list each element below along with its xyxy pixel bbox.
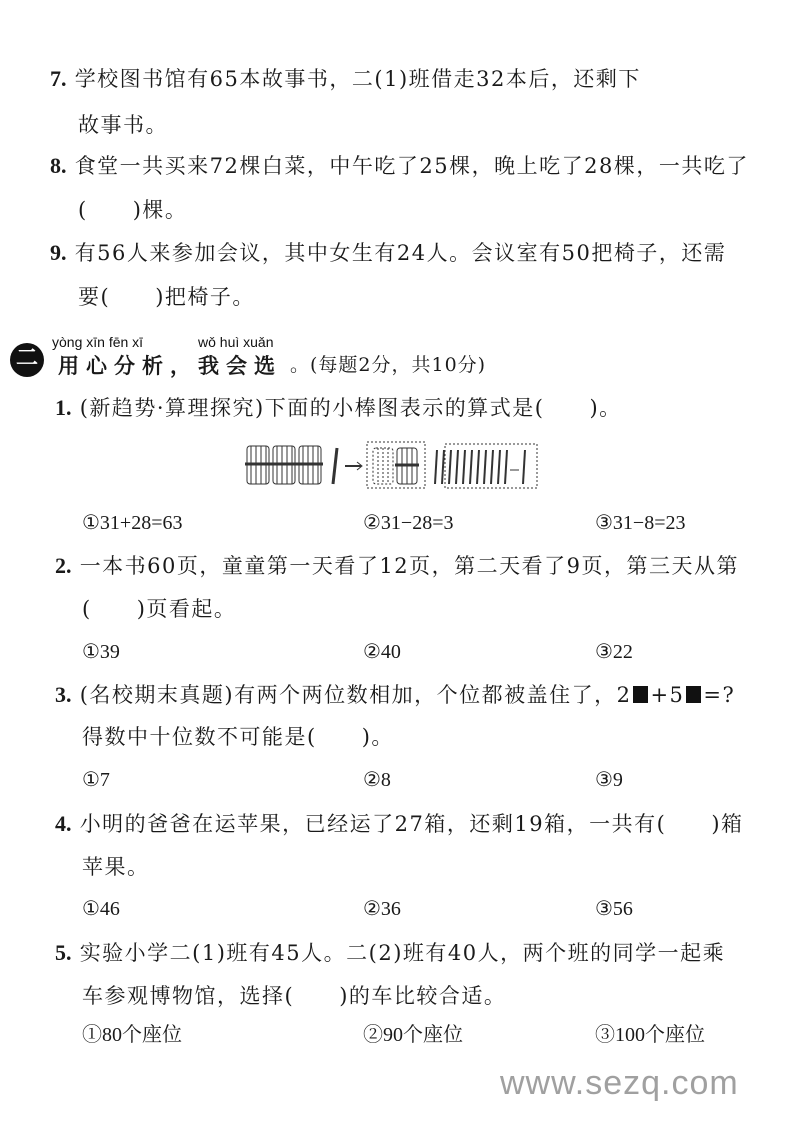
question-text: +5 (650, 683, 685, 707)
question-number: 8. (50, 153, 67, 178)
question-9-line2: 要( )把椅子。 (78, 285, 255, 309)
question-5-line2: 车参观博物馆，选择( )的车比较合适。 (82, 984, 507, 1008)
question-3-line2: 得数中十位数不可能是( )。 (82, 725, 394, 749)
option-1: ①39 (82, 641, 120, 663)
option-2: ②40 (363, 641, 401, 663)
question-number: 5. (55, 940, 72, 965)
option-2: ②8 (363, 769, 391, 791)
question-7-line2: 故事书。 (78, 113, 168, 137)
section-title: 用心分析，我会选 (58, 354, 282, 378)
question-text: =? (703, 683, 736, 707)
question-text: (名校期末真题)有两个两位数相加，个位都被盖住了，2 (79, 683, 632, 707)
question-3 (55, 684, 735, 706)
question-5 (55, 942, 725, 964)
pinyin-annotation: wǒ huì xuǎn (198, 334, 274, 350)
section-number-badge: 二 (10, 343, 44, 377)
question-2-line2: ( )页看起。 (82, 597, 237, 621)
hidden-digit-box (633, 686, 648, 703)
option-1: ①80个座位 (82, 1024, 182, 1046)
question-number: 3. (55, 682, 72, 707)
option-3: ③100个座位 (595, 1024, 705, 1046)
option-3: ③31−8=23 (595, 512, 686, 534)
question-text: 有56人来参加会议，其中女生有24人。会议室有50把椅子，还需 (74, 241, 727, 265)
pinyin-annotation: yòng xīn fēn xī (52, 334, 144, 350)
option-2: ②31−28=3 (363, 512, 454, 534)
question-text: 一本书60页，童童第一天看了12页，第二天看了9页，第三天从第 (79, 554, 739, 578)
question-text: (新趋势·算理探究)下面的小棒图表示的算式是( )。 (79, 396, 622, 420)
bundle-of-ten-icon (245, 446, 271, 484)
question-1 (55, 397, 622, 419)
question-number: 4. (55, 811, 72, 836)
question-text: 小明的爸爸在运苹果，已经运了27箱，还剩19箱，一共有( )箱 (79, 812, 744, 836)
section-scoring-note: 。(每题2分，共10分) (290, 354, 487, 376)
question-text: 学校图书馆有65本故事书，二(1)班借走32本后，还剩下 (74, 67, 641, 91)
watermark: www.sezq.com (500, 1064, 739, 1102)
option-2: ②90个座位 (363, 1024, 463, 1046)
question-number: 7. (50, 66, 67, 91)
option-1: ①7 (82, 769, 110, 791)
option-3: ③9 (595, 769, 623, 791)
stick-bundle-diagram (245, 440, 555, 490)
question-text: 食堂一共买来72棵白菜，中午吃了25棵，晚上吃了28棵，一共吃了 (74, 154, 749, 178)
question-2 (55, 555, 739, 577)
question-number: 9. (50, 240, 67, 265)
option-1: ①31+28=63 (82, 512, 183, 534)
question-7 (50, 68, 641, 90)
question-number: 2. (55, 553, 72, 578)
option-3: ③56 (595, 898, 633, 920)
question-number: 1. (55, 395, 72, 420)
question-8-line2: ( )棵。 (78, 198, 188, 222)
option-2: ②36 (363, 898, 401, 920)
option-3: ③22 (595, 641, 633, 663)
question-9 (50, 242, 726, 264)
question-4-line2: 苹果。 (82, 855, 150, 879)
hidden-digit-box (686, 686, 701, 703)
option-1: ①46 (82, 898, 120, 920)
question-4 (55, 813, 744, 835)
question-text: 实验小学二(1)班有45人。二(2)班有40人，两个班的同学一起乘 (79, 941, 726, 965)
question-8 (50, 155, 749, 177)
